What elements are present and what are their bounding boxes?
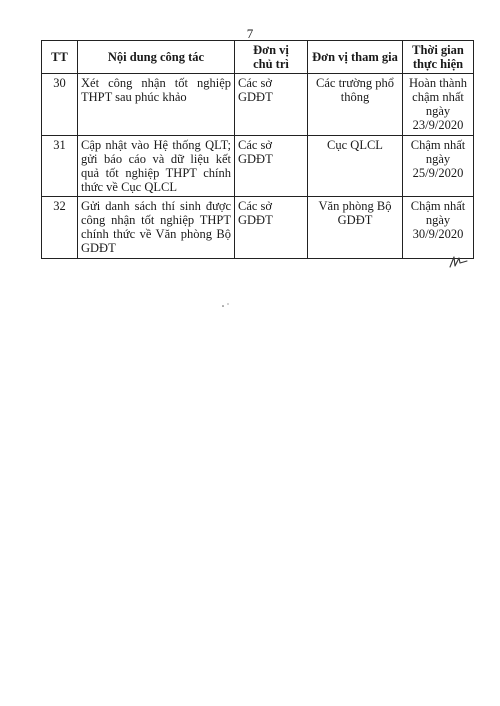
row-lead-unit: Các sở GDĐT (235, 74, 308, 136)
header-tt: TT (42, 41, 78, 74)
row-content: Cập nhật vào Hệ thống QLT; gửi báo cáo và dữ liệu kết quả tốt nghiệp THPT chính thức về Cục QLCL (78, 136, 235, 197)
row-tt: 32 (42, 197, 78, 259)
row-content: Xét công nhận tốt nghiệp THPT sau phúc khảo (78, 74, 235, 136)
row-participants: Cục QLCL (308, 136, 403, 197)
row-time: Chậm nhất ngày 25/9/2020 (403, 136, 474, 197)
row-time: Hoàn thành chậm nhất ngày 23/9/2020 (403, 74, 474, 136)
header-participants: Đơn vị tham gia (308, 41, 403, 74)
table-row (42, 74, 474, 136)
scan-speck (221, 302, 231, 308)
header-time-line1: Thời gian (412, 43, 464, 57)
page-number: 7 (246, 26, 254, 41)
header-lead-line2: chủ trì (253, 57, 289, 71)
row-lead-unit: Các sở GDĐT (235, 197, 308, 259)
row-participants: Các trường phổ thông (308, 74, 403, 136)
initials-mark (447, 252, 469, 270)
row-tt: 31 (42, 136, 78, 197)
table-row (42, 197, 474, 259)
header-content: Nội dung công tác (78, 41, 235, 74)
header-lead-line1: Đơn vị (253, 43, 289, 57)
schedule-table (41, 40, 474, 259)
header-time (403, 41, 474, 74)
header-time-line2: thực hiện (412, 57, 464, 71)
table-header-row (42, 41, 474, 74)
header-lead-unit (235, 41, 308, 74)
row-content: Gửi danh sách thí sinh được công nhận tốt nghiệp THPT chính thức về Văn phòng Bộ GDĐT (78, 197, 235, 259)
table-row (42, 136, 474, 197)
row-time: Chậm nhất ngày 30/9/2020 (403, 197, 474, 259)
row-participants: Văn phòng Bộ GDĐT (308, 197, 403, 259)
row-tt: 30 (42, 74, 78, 136)
row-lead-unit: Các sở GDĐT (235, 136, 308, 197)
